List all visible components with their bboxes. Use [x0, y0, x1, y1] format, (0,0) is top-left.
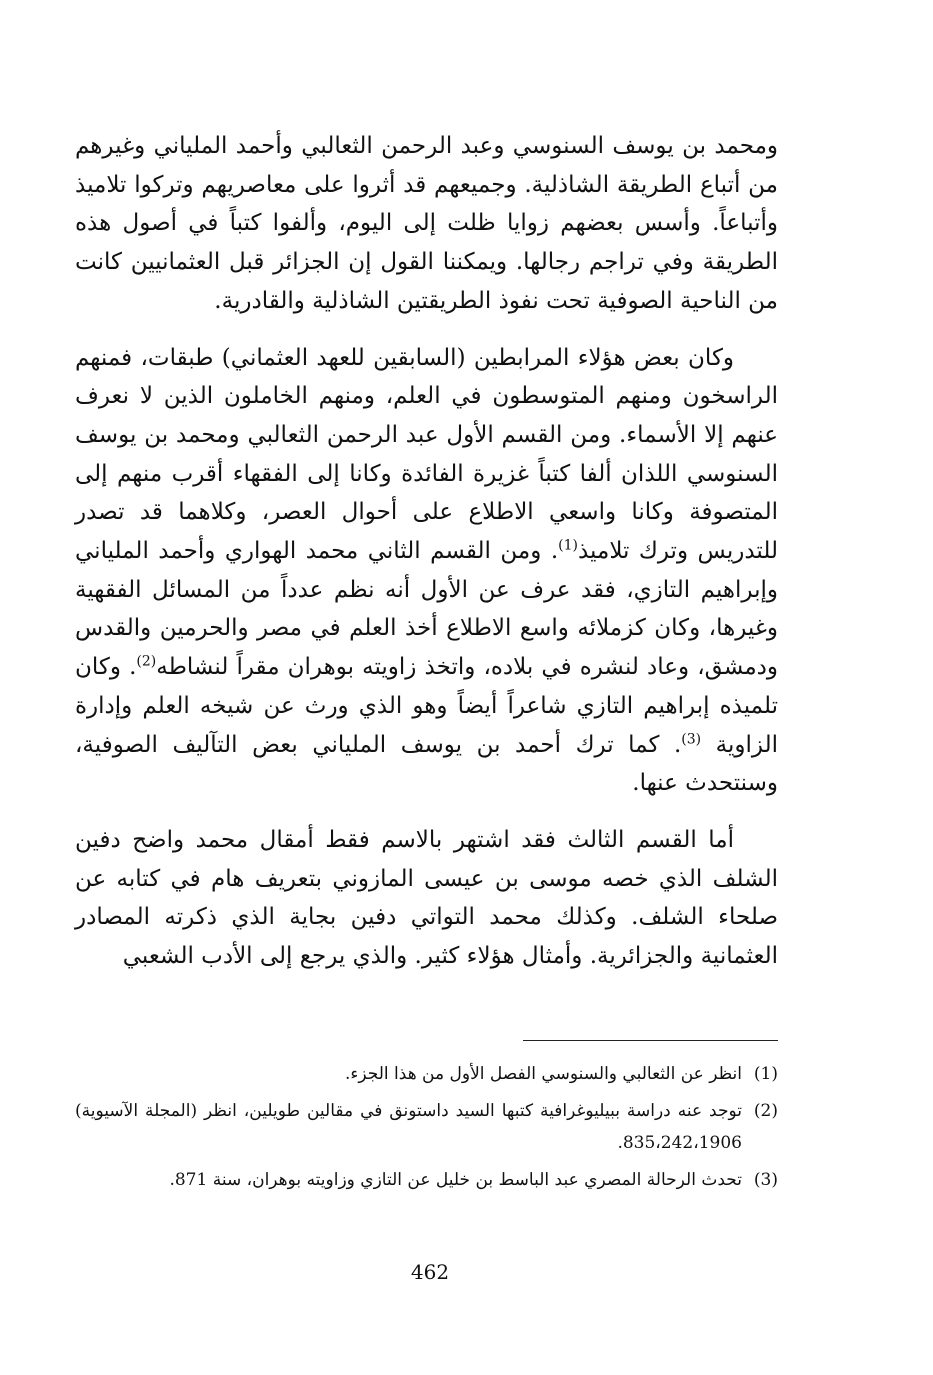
footnote-separator	[523, 1040, 778, 1041]
paragraph-text: . كما ترك أحمد بن يوسف الملياني بعض التآليف الصوفية، وسنتحدث عنها.	[75, 731, 778, 797]
footnote-number: (1)	[753, 1064, 778, 1084]
footnote-reference: (1)	[558, 537, 578, 554]
footnote-text: انظر عن الثعالبي والسنوسي الفصل الأول من هذا الجزء.	[344, 1064, 742, 1084]
footnote-text: توجد عنه دراسة ببيليوغرافية كتبها السيد داستونق في مقالين طويلين، انظر (المجلة الآسيوية) 835،242،1906.	[75, 1101, 742, 1153]
page-number: 462	[410, 1260, 450, 1284]
paragraph-text: . ومن القسم الثاني محمد الهواري وأحمد الملياني وإبراهيم التازي، فقد عرف عن الأول أنه نظم عدداً من المسائل الفقهية وغيرها، وكان كزملائه واسع الاطلاع أخذ العلم في مصر والحرمين والقدس ودمشق، وعاد لنشره في بلاده، واتخذ زاويته بوهران مقراً لنشاطه	[75, 538, 779, 681]
paragraph-text: ومحمد بن يوسف السنوسي وعبد الرحمن الثعالبي وأحمد الملياني وغيرهم من أتباع الطريقة الشاذلية. وجميعهم قد أثروا على معاصريهم وتركوا تلاميذ وأتباعاً. وأسس بعضهم زوايا ظلت إلى اليوم، وألفوا كتباً في أصول هذه الطريقة وفي تراجم رجالها. ويمكننا القول إن الجزائر قبل العثمانيين كانت من الناحية الصوفية تحت نفوذ الطريقتين الشاذلية والقادرية.	[75, 133, 778, 314]
body-text	[75, 127, 778, 976]
paragraph-text: وكان بعض هؤلاء المرابطين (السابقين للعهد العثماني) طبقات، فمنهم الراسخون ومنهم المتوسطون في العلم، ومنهم الخاملون الذين لا نعرف عنهم إلا الأسماء. ومن القسم الأول عبد الرحمن الثعالبي ومحمد بن يوسف السنوسي اللذان ألفا كتباً غزيرة الفائدة وكانا إلى الفقهاء أقرب منهم إلى المتصوفة وكانا واسعي الاطلاع على أحوال العصر، وكلاهما قد تصدر للتدريس وترك تلاميذ	[75, 344, 778, 565]
footnote-number: (2)	[753, 1101, 778, 1121]
footnote-number: (3)	[753, 1170, 778, 1190]
footnote-text: تحدث الرحالة المصري عبد الباسط بن خليل عن التازي وزاويته بوهران، سنة 871.	[169, 1170, 742, 1190]
footnotes	[75, 1058, 778, 1201]
paragraph-text: أما القسم الثالث فقد اشتهر بالاسم فقط أمقال محمد واضح دفين الشلف الذي خصه موسى بن عيسى المازوني بتعريف هام في كتابه عن صلحاء الشلف. وكذلك محمد التواتي دفين بجاية الذي ذكرته المصادر العثمانية والجزائرية. وأمثال هؤلاء كثير. والذي يرجع إلى الأدب الشعبي	[75, 826, 778, 970]
footnote-item	[75, 1095, 778, 1159]
footnote-item	[75, 1164, 778, 1196]
footnote-reference: (2)	[136, 653, 157, 670]
footnote-reference: (3)	[681, 730, 702, 747]
paragraph	[75, 339, 778, 803]
paragraph-text: . وكان تلميذه إبراهيم التازي شاعراً أيضاً وهو الذي ورث عن شيخه العلم وإدارة الزاوية	[75, 654, 779, 758]
footnote-item	[75, 1058, 778, 1090]
paragraph	[75, 821, 778, 976]
paragraph	[75, 127, 778, 321]
